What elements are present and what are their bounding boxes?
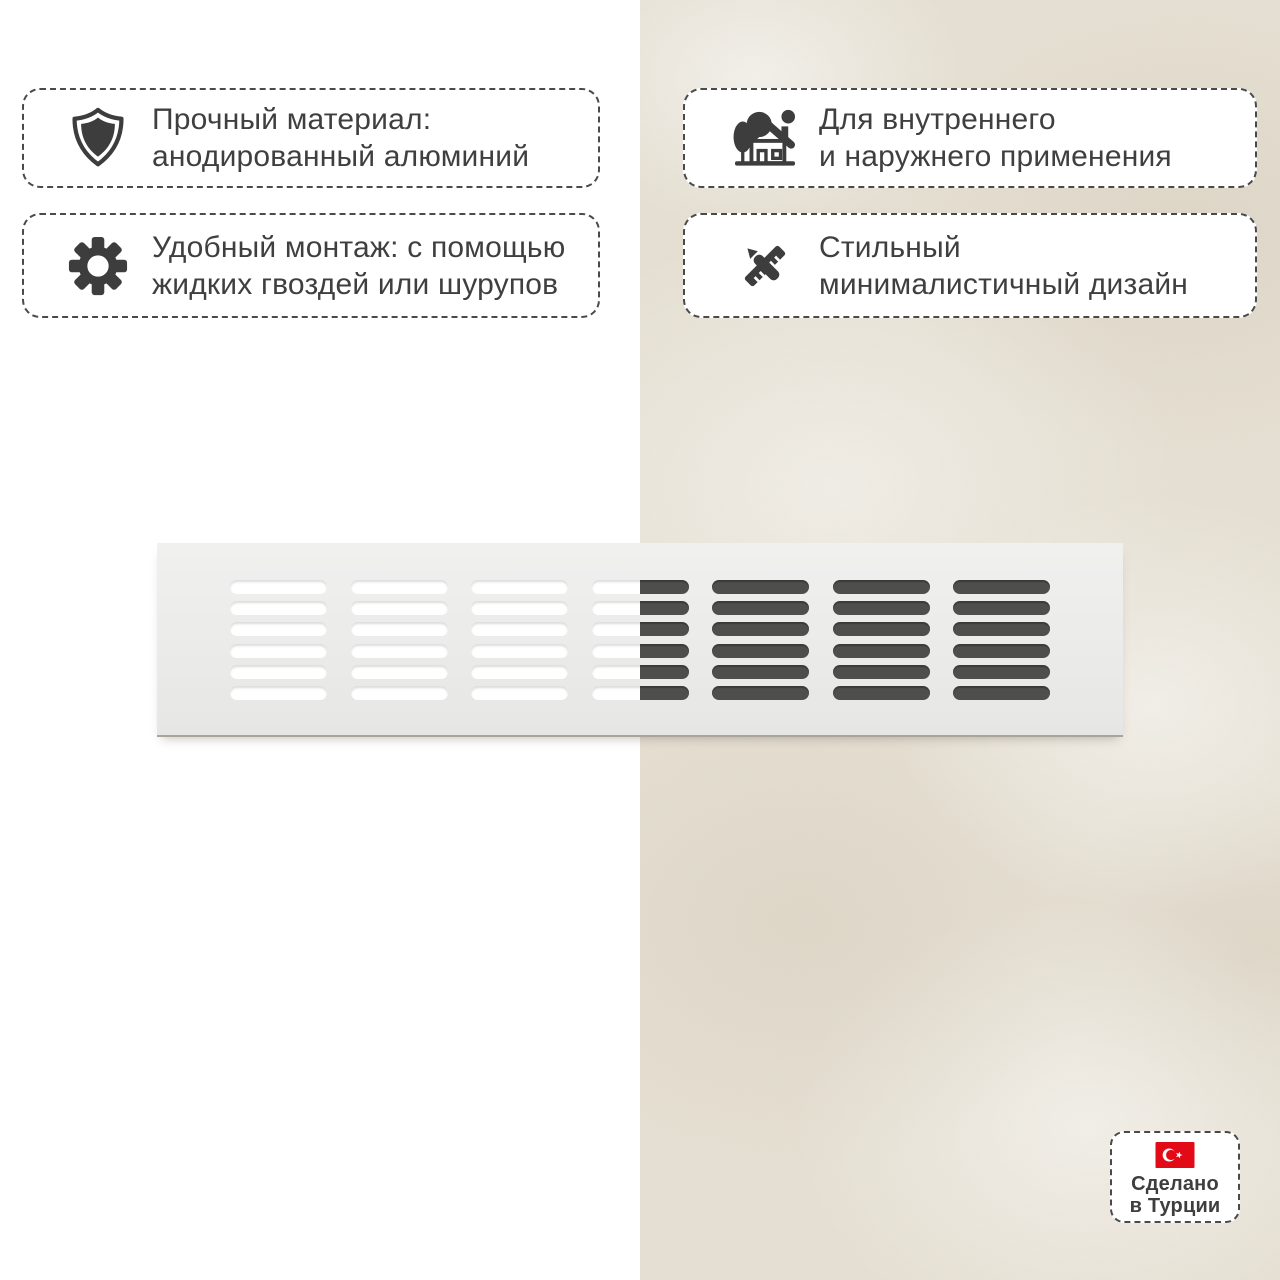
grille-slot xyxy=(833,665,930,679)
grille-slot xyxy=(351,686,448,700)
grille-slot xyxy=(471,686,568,700)
grille-slot xyxy=(471,601,568,615)
grille-slot xyxy=(230,644,327,658)
feature-box-material xyxy=(22,88,600,188)
feature-line: Стильный xyxy=(819,230,961,264)
grille-slot xyxy=(471,622,568,636)
feature-text-material xyxy=(152,101,529,175)
grille-slot xyxy=(953,665,1050,679)
grille-slot xyxy=(471,665,568,679)
feature-line: минималистичный дизайн xyxy=(819,267,1189,301)
grille-slot xyxy=(230,622,327,636)
grille-slot xyxy=(953,622,1050,636)
grille-slot xyxy=(833,601,930,615)
feature-text-design xyxy=(819,229,1188,303)
feature-text-mounting xyxy=(152,229,565,303)
grille-slot xyxy=(712,665,809,679)
made-in-badge xyxy=(1110,1131,1240,1223)
grille-slot xyxy=(471,644,568,658)
made-in-line: в Турции xyxy=(1129,1195,1221,1217)
grille-slot xyxy=(953,644,1050,658)
grille-slot xyxy=(833,644,930,658)
grille-slot xyxy=(230,665,327,679)
grille-slot xyxy=(351,580,448,594)
house-outdoor-icon xyxy=(733,103,797,173)
grille-slot xyxy=(712,686,809,700)
grille-slot xyxy=(471,580,568,594)
gear-icon xyxy=(66,231,130,301)
made-in-line: Сделано xyxy=(1131,1173,1219,1195)
feature-line: Удобный монтаж: с помощью xyxy=(152,230,566,264)
grille-slot xyxy=(351,601,448,615)
feature-line: анодированный алюминий xyxy=(152,140,530,173)
grille-slot xyxy=(712,644,809,658)
grille-slot xyxy=(351,665,448,679)
feature-text-usage xyxy=(819,101,1172,175)
grille-slot xyxy=(953,686,1050,700)
pencil-ruler-icon xyxy=(733,231,797,301)
grille-slot xyxy=(833,622,930,636)
grille-slot xyxy=(351,644,448,658)
grille-slot xyxy=(833,686,930,700)
ventilation-grille-product xyxy=(157,543,1123,735)
grille-slot xyxy=(230,601,327,615)
grille-slot xyxy=(953,601,1050,615)
grille-slot xyxy=(712,580,809,594)
feature-line: Прочный материал: xyxy=(152,103,432,136)
turkey-flag-icon xyxy=(1155,1142,1195,1168)
feature-line: Для внутреннего xyxy=(819,103,1056,136)
grille-slot xyxy=(712,601,809,615)
grille-slot xyxy=(230,686,327,700)
grille-slot xyxy=(833,580,930,594)
feature-box-design xyxy=(683,213,1257,318)
feature-line: и наружнего применения xyxy=(819,140,1172,173)
grille-slot xyxy=(712,622,809,636)
feature-box-mounting xyxy=(22,213,600,318)
feature-box-usage xyxy=(683,88,1257,188)
grille-slot xyxy=(351,622,448,636)
grille-slot xyxy=(953,580,1050,594)
feature-line: жидких гвоздей или шурупов xyxy=(152,267,559,301)
shield-icon xyxy=(66,103,130,173)
grille-slot xyxy=(230,580,327,594)
